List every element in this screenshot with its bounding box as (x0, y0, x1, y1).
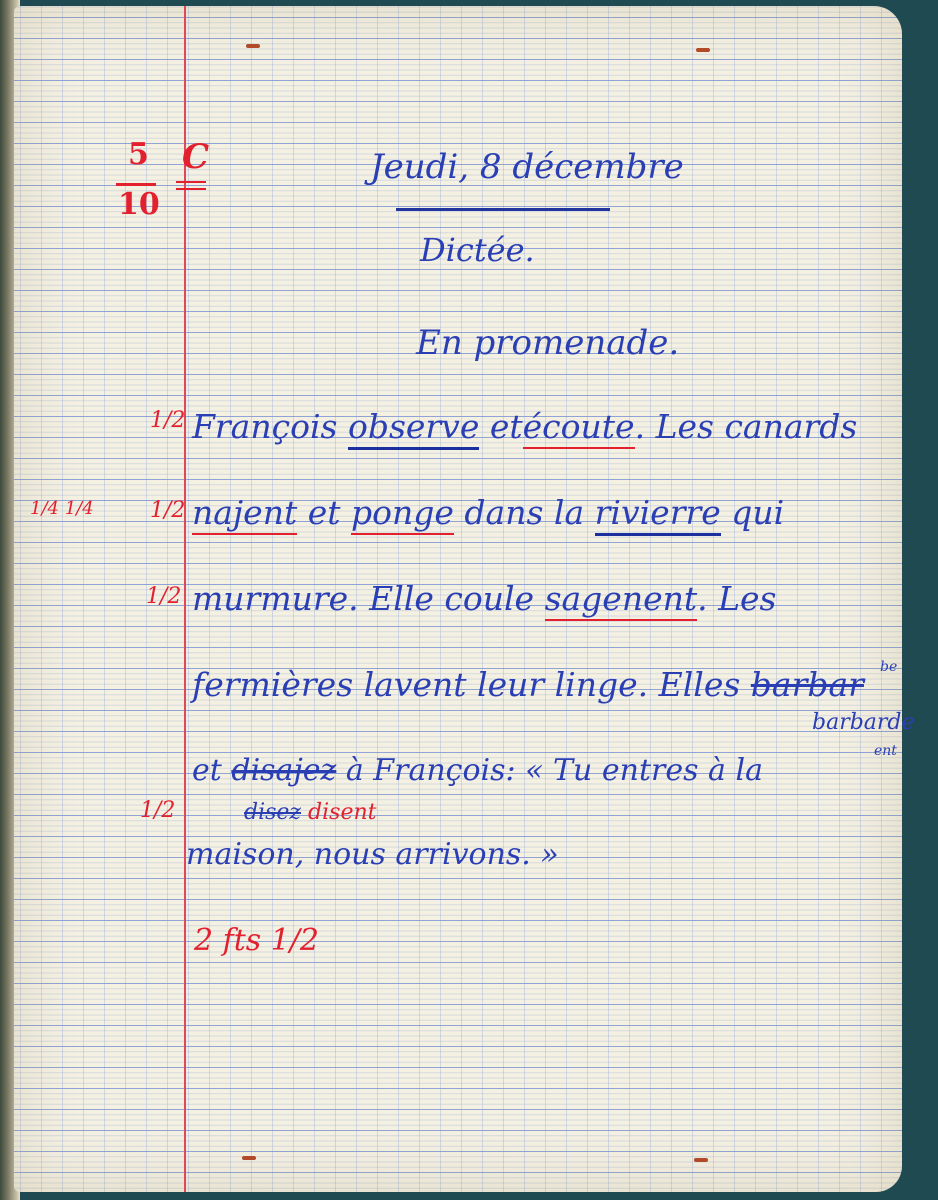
staple (246, 44, 260, 48)
dictation-line (192, 579, 777, 618)
dictation-word-struck: disez (244, 800, 302, 825)
dictation-word: fermières lavent leur linge. Elles (192, 665, 741, 704)
staple (694, 1158, 708, 1162)
word-correction: barbarde (812, 710, 915, 735)
dictation-word: . Les (697, 579, 777, 618)
dictation-word-corrected: rivierre (595, 493, 721, 536)
dictation-word-error: najent (192, 493, 297, 535)
margin-mark: 1/2 (140, 798, 176, 823)
teacher-correction: disent (308, 800, 377, 825)
dictation-line (192, 753, 763, 788)
dictation-word-struck: disajez (231, 753, 337, 788)
dictation-line (192, 493, 785, 532)
dictation-word-error: ponge (351, 493, 454, 535)
margin-mark: 1/2 (150, 408, 186, 433)
dictation-word: et (192, 753, 222, 788)
staple (242, 1156, 256, 1160)
dictation-line: maison, nous arrivons. » (186, 837, 559, 872)
grade-fraction-bar (116, 183, 156, 186)
superscript-note: be (880, 659, 898, 675)
margin-mark: 1/4 1/4 (30, 498, 94, 519)
score: 2 fts 1/2 (194, 923, 319, 958)
exercise-title: Dictée. (420, 231, 535, 269)
dictation-line (192, 407, 858, 446)
grade-letter: C (182, 137, 210, 177)
correction-line (244, 802, 376, 824)
date-heading: Jeudi, 8 décembre (370, 147, 684, 187)
dictation-word: murmure. Elle coule (192, 579, 535, 618)
grade-letter-underline (176, 188, 206, 190)
dictation-word: à François: « Tu entres à la (345, 753, 763, 788)
dictation-subtitle: En promenade. (416, 323, 680, 363)
dictation-word: François (192, 407, 338, 446)
grade-denominator: 10 (118, 187, 160, 222)
dictation-word-corrected: écoute (523, 407, 635, 449)
margin-line (184, 6, 186, 1192)
dictation-word-struck: barbar (750, 665, 864, 704)
grade-numerator: 5 (128, 137, 149, 172)
grade-letter-underline (176, 181, 206, 183)
dictation-word: et (307, 493, 341, 532)
dictation-word: qui (731, 493, 785, 532)
margin-mark: 1/2 (146, 584, 182, 609)
margin-mark: 1/2 (150, 498, 186, 523)
date-underline (396, 208, 610, 211)
dictation-word-error: sagenent (545, 579, 698, 621)
dictation-word-corrected: observe (348, 407, 479, 450)
dictation-line (192, 665, 864, 704)
dictation-word: . Les canards (634, 407, 858, 446)
superscript-note: ent (874, 743, 897, 759)
dictation-word: dans la (464, 493, 585, 532)
staple (696, 48, 710, 52)
dictation-word: et (489, 407, 523, 446)
